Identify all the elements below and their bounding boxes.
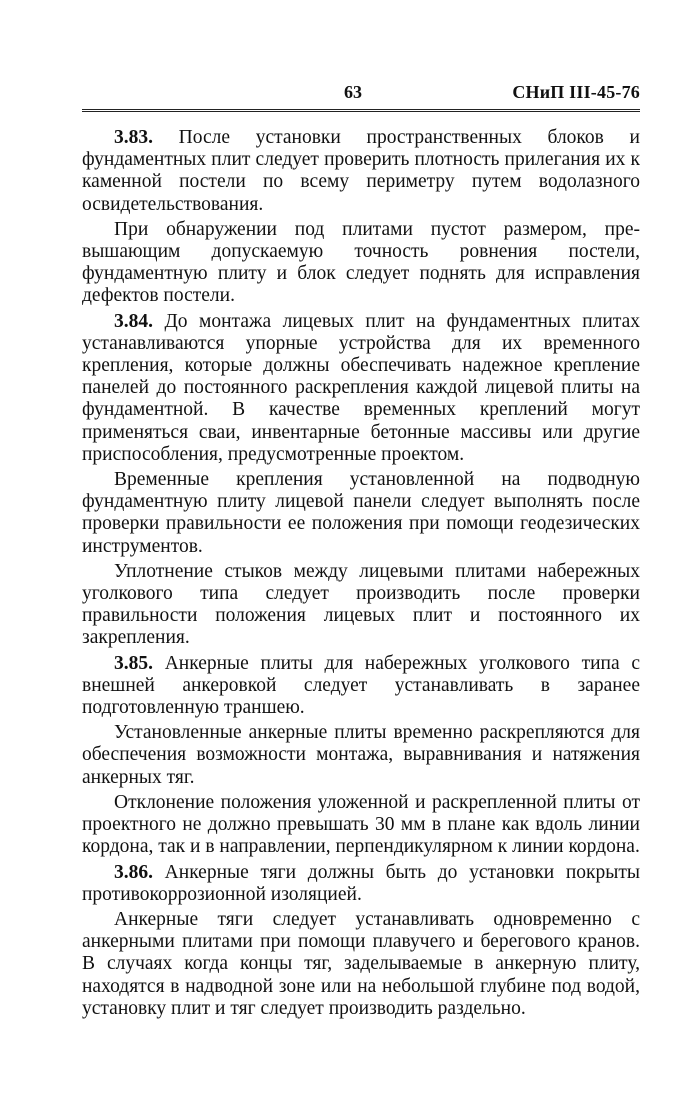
paragraph-text: До монтажа лицевых плит на фундаментных плитах устанавливаются упорные устройства для их временного крепления, которые должны обеспечивать надежное крепление панелей до постоянного раскрепления каждой лицевой плиты на фундаментной. В качестве временных креплений могут применяться сваи, инвентарные бетонные массивы или другие приспособления, предусмотренные проектом. xyxy=(82,310,640,465)
header-divider xyxy=(82,109,640,112)
paragraph-text: При обнаружении под плитами пустот размером, превышающим допускаемую точность ровнения постели, фундаментную плиту и блок следует поднять для исправления дефектов постели. xyxy=(82,218,640,307)
paragraph-text: Установленные анкерные плиты временно раскрепляются для обеспечения возможности монтажа, выравнивания и натяжения анкерных тяг. xyxy=(82,722,640,788)
paragraph-text: Анкерные плиты для набережных уголкового типа с внешней анкеровкой следует устанавливать в заранее подготовленную траншею. xyxy=(82,652,640,719)
paragraph-text: Анкерные тяги следует устанавливать одновременно с анкерными плитами при помощи плавучего и берегового кранов. В случаях когда концы тяг, заделываемые в анкерную плиту, находятся в надводной зоне или на небольшой глубине под водой, установку плит и тяг следует производить раздельно. xyxy=(82,908,640,1019)
document-body xyxy=(82,127,640,1023)
section-number: 3.86. xyxy=(114,861,153,883)
paragraph-text: Отклонение положения уложенной и раскрепленной плиты от проектного не должно превышать 30 мм в плане как вдоль линии кордона, так и в направлении, перпендикулярном к линии кордона. xyxy=(82,791,640,858)
page-number: 63 xyxy=(344,82,362,102)
paragraph xyxy=(82,469,640,558)
paragraph xyxy=(82,219,640,308)
paragraph-text: Анкерные тяги должны быть до установки покрыты противокоррозионной изоляцией. xyxy=(82,861,640,905)
document-code: СНиП III-45-76 xyxy=(512,82,640,102)
section-number: 3.84. xyxy=(114,310,153,332)
section-number: 3.85. xyxy=(114,652,153,674)
paragraph-3-85 xyxy=(82,653,640,720)
paragraph-text: Временные крепления установленной на подводную фундаментную плиту лицевой панели следует выполнять после проверки правильности ее положения при помощи геодезических инструментов. xyxy=(82,469,640,557)
paragraph-text: Уплотнение стыков между лицевыми плитами набережных уголкового типа следует производить после проверки правильности положения лицевых плит и постоянного их закрепления. xyxy=(82,560,640,649)
paragraph-3-84 xyxy=(82,311,640,466)
section-number: 3.83. xyxy=(114,127,153,148)
paragraph xyxy=(82,561,640,650)
paragraph-text: После установки пространственных блоков и фундаментных плит следует проверить плотность прилегания их к каменной постели по всему периметру путем водолазного освидетельствования. xyxy=(82,127,640,215)
paragraph-3-86 xyxy=(82,862,640,906)
page-header xyxy=(82,82,640,108)
paragraph-3-83 xyxy=(82,127,640,216)
paragraph xyxy=(82,909,640,1020)
paragraph xyxy=(82,792,640,859)
paragraph xyxy=(82,722,640,789)
